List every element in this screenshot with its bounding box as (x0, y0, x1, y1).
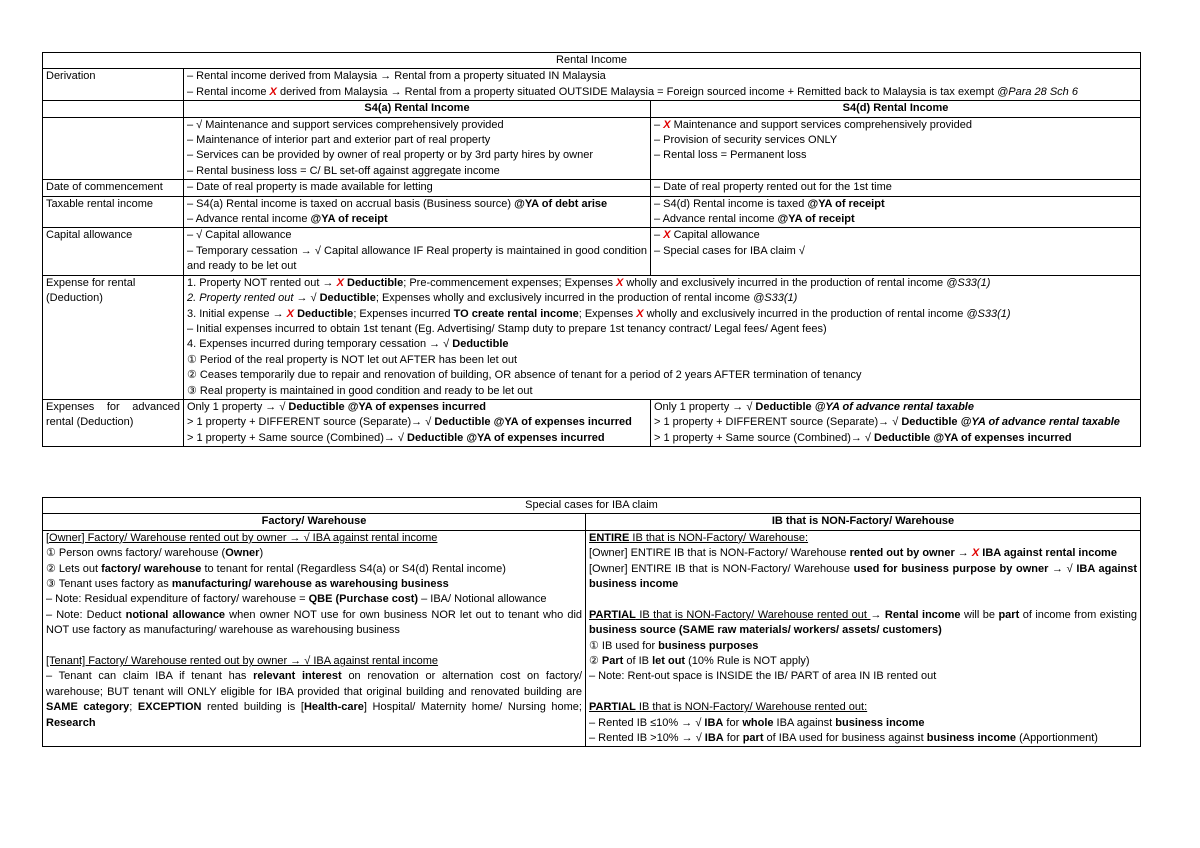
s4a-header: S4(a) Rental Income (184, 101, 651, 117)
factory-header: Factory/ Warehouse (43, 514, 586, 530)
partial-rented-heading: PARTIAL IB that is NON-Factory/ Warehouse rented out: (589, 701, 868, 714)
non-factory-header: IB that is NON-Factory/ Warehouse (586, 514, 1141, 530)
cross-mark: X (616, 276, 624, 289)
taxable-row (43, 196, 1141, 228)
capital-s4d: – X Capital allowance – Special cases for IBA claim √ (651, 228, 1141, 275)
partial-heading: PARTIAL IB that is NON-Factory/ Warehouse rented out → Rental income will be part of income from existing business source (SAME raw materials/ workers/ assets/ customers) (589, 608, 1138, 637)
iba-content-row (43, 530, 1141, 747)
commencement-label: Date of commencement (43, 180, 184, 196)
rental-income-title: Rental Income (43, 53, 1141, 69)
commencement-row (43, 180, 1141, 196)
cross-mark: X (286, 307, 295, 320)
cross-mark: X (971, 547, 980, 560)
taxable-label: Taxable rental income (43, 196, 184, 228)
taxable-s4d: – S4(d) Rental income is taxed @YA of receipt – Advance rental income @YA of receipt (651, 196, 1141, 228)
derivation-label: Derivation (43, 69, 184, 101)
expense-label: Expense for rental (Deduction) (43, 275, 184, 399)
factory-content: [Owner] Factory/ Warehouse rented out by owner → √ IBA against rental income ① Person owns factory/ warehouse (Owner) ② Lets out factory/ warehouse to tenant for rental (Regardless S4(a) or S4(d) Rental income) ③ Tenant uses factory as manufacturing/ warehouse as warehousing business – Note: Residual expenditure of factory/ warehouse = QBE (Purchase cost) – IBA/ Notional allowance – Note: Deduct notional allowance when owner NOT use for own business NOR let out to tenant who did NOT use factory as manufacturing/ warehouse as warehousing business [Tenant] Factory/ Warehouse rented out by owner → √ IBA against rental income – Tenant can claim IBA if tenant has relevant interest on renovation or alternation cost on factory/ warehouse; BUT tenant will ONLY eligible for IBA provided that original building and renovated building are SAME category; EXCEPTION rented building is [Health-care] Hospital/ Maternity home/ Nursing home; Research (43, 530, 586, 747)
entire-heading: ENTIRE IB that is NON-Factory/ Warehouse: (589, 531, 809, 544)
capital-s4a: – √ Capital allowance – Temporary cessation → √ Capital allowance IF Real property is maintained in good condition and ready to be let out (184, 228, 651, 275)
iba-claim-table (42, 497, 1141, 747)
advance-s4a: Only 1 property → √ Deductible @YA of expenses incurred > 1 property + DIFFERENT source (Separate)→ √ Deductible @YA of expenses incurred > 1 property + Same source (Combined)→ √ Deductible @YA of expenses incurred (184, 399, 651, 446)
cross-mark: X (336, 276, 344, 289)
cross-mark: X (663, 118, 671, 131)
services-row (43, 117, 1141, 180)
non-factory-content: ENTIRE IB that is NON-Factory/ Warehouse: [Owner] ENTIRE IB that is NON-Factory/ Warehouse rented out by owner → X IBA against rental income [Owner] ENTIRE IB that is NON-Factory/ Warehouse used for business purpose by owner → √ IBA against business income PARTIAL IB that is NON-Factory/ Warehouse rented out → Rental income will be part of income from existing business source (SAME raw materials/ workers/ assets/ customers) ① IB used for business purposes ② Part of IB let out (10% Rule is NOT apply) – Note: Rent-out space is INSIDE the IB/ PART of area IN IB rented out PARTIAL IB that is NON-Factory/ Warehouse rented out: – Rented IB ≤10% → √ IBA for whole IBA against business income – Rented IB >10% → √ IBA for part of IBA used for business against business income (Apportionment) (586, 530, 1141, 747)
advance-s4d: Only 1 property → √ Deductible @YA of advance rental taxable > 1 property + DIFFERENT source (Separate)→ √ Deductible @YA of advance rental taxable > 1 property + Same source (Combined)→ √ Deductible @YA of expenses incurred (651, 399, 1141, 446)
commencement-s4a: – Date of real property is made available for letting (184, 180, 651, 196)
section-header-row (43, 101, 1141, 117)
services-s4d: – X Maintenance and support services comprehensively provided – Provision of security services ONLY – Rental loss = Permanent loss (651, 117, 1141, 180)
rental-income-table (42, 52, 1141, 447)
expense-content: 1. Property NOT rented out → X Deductible; Pre-commencement expenses; Expenses X wholly and exclusively incurred in the production of rental income @S33(1) 2. Property rented out → √ Deductible; Expenses wholly and exclusively incurred in the production of rental income @S33(1) 3. Initial expense → X Deductible; Expenses incurred TO create rental income; Expenses X wholly and exclusively incurred in the production of rental income @S33(1) – Initial expenses incurred to obtain 1st tenant (Eg. Advertising/ Stamp duty to prepare 1st tenancy contract/ Legal fees/ Agent fees) 4. Expenses incurred during temporary cessation → √ Deductible ① Period of the real property is NOT let out AFTER has been let out ② Ceases temporarily due to repair and renovation of building, OR absence of tenant for a period of 2 years AFTER termination of tenancy ③ Real property is maintained in good condition and ready to be let out (184, 275, 1141, 399)
expense-row (43, 275, 1141, 399)
derivation-line-1: – Rental income derived from Malaysia → Rental from a property situated IN Malaysia (187, 70, 606, 83)
capital-label: Capital allowance (43, 228, 184, 275)
cross-mark: X (269, 85, 277, 98)
advance-label: Expenses for advanced rental (Deduction) (43, 399, 184, 446)
taxable-s4a: – S4(a) Rental income is taxed on accrual basis (Business source) @YA of debt arise – Advance rental income @YA of receipt (184, 196, 651, 228)
derivation-row (43, 69, 1141, 101)
derivation-line-2: – Rental income X derived from Malaysia → Rental from a property situated OUTSIDE Malaysia = Foreign sourced income + Remitted back to Malaysia is tax exempt @Para 28 Sch 6 (187, 85, 1078, 98)
cross-mark: X (663, 229, 671, 242)
iba-title: Special cases for IBA claim (43, 498, 1141, 514)
tenant-heading: [Tenant] Factory/ Warehouse rented out by owner → √ IBA against rental income (46, 655, 439, 668)
s4d-header: S4(d) Rental Income (651, 101, 1141, 117)
commencement-s4d: – Date of real property rented out for the 1st time (651, 180, 1141, 196)
capital-row (43, 228, 1141, 275)
services-s4a: – √ Maintenance and support services comprehensively provided – Maintenance of interior part and exterior part of real property – Services can be provided by owner of real property or by 3rd party hires by owner – Rental business loss = C/ BL set-off against aggregate income (184, 117, 651, 180)
cross-mark: X (636, 307, 644, 320)
advance-row (43, 399, 1141, 446)
owner-heading: [Owner] Factory/ Warehouse rented out by owner → √ IBA against rental income (46, 531, 438, 544)
